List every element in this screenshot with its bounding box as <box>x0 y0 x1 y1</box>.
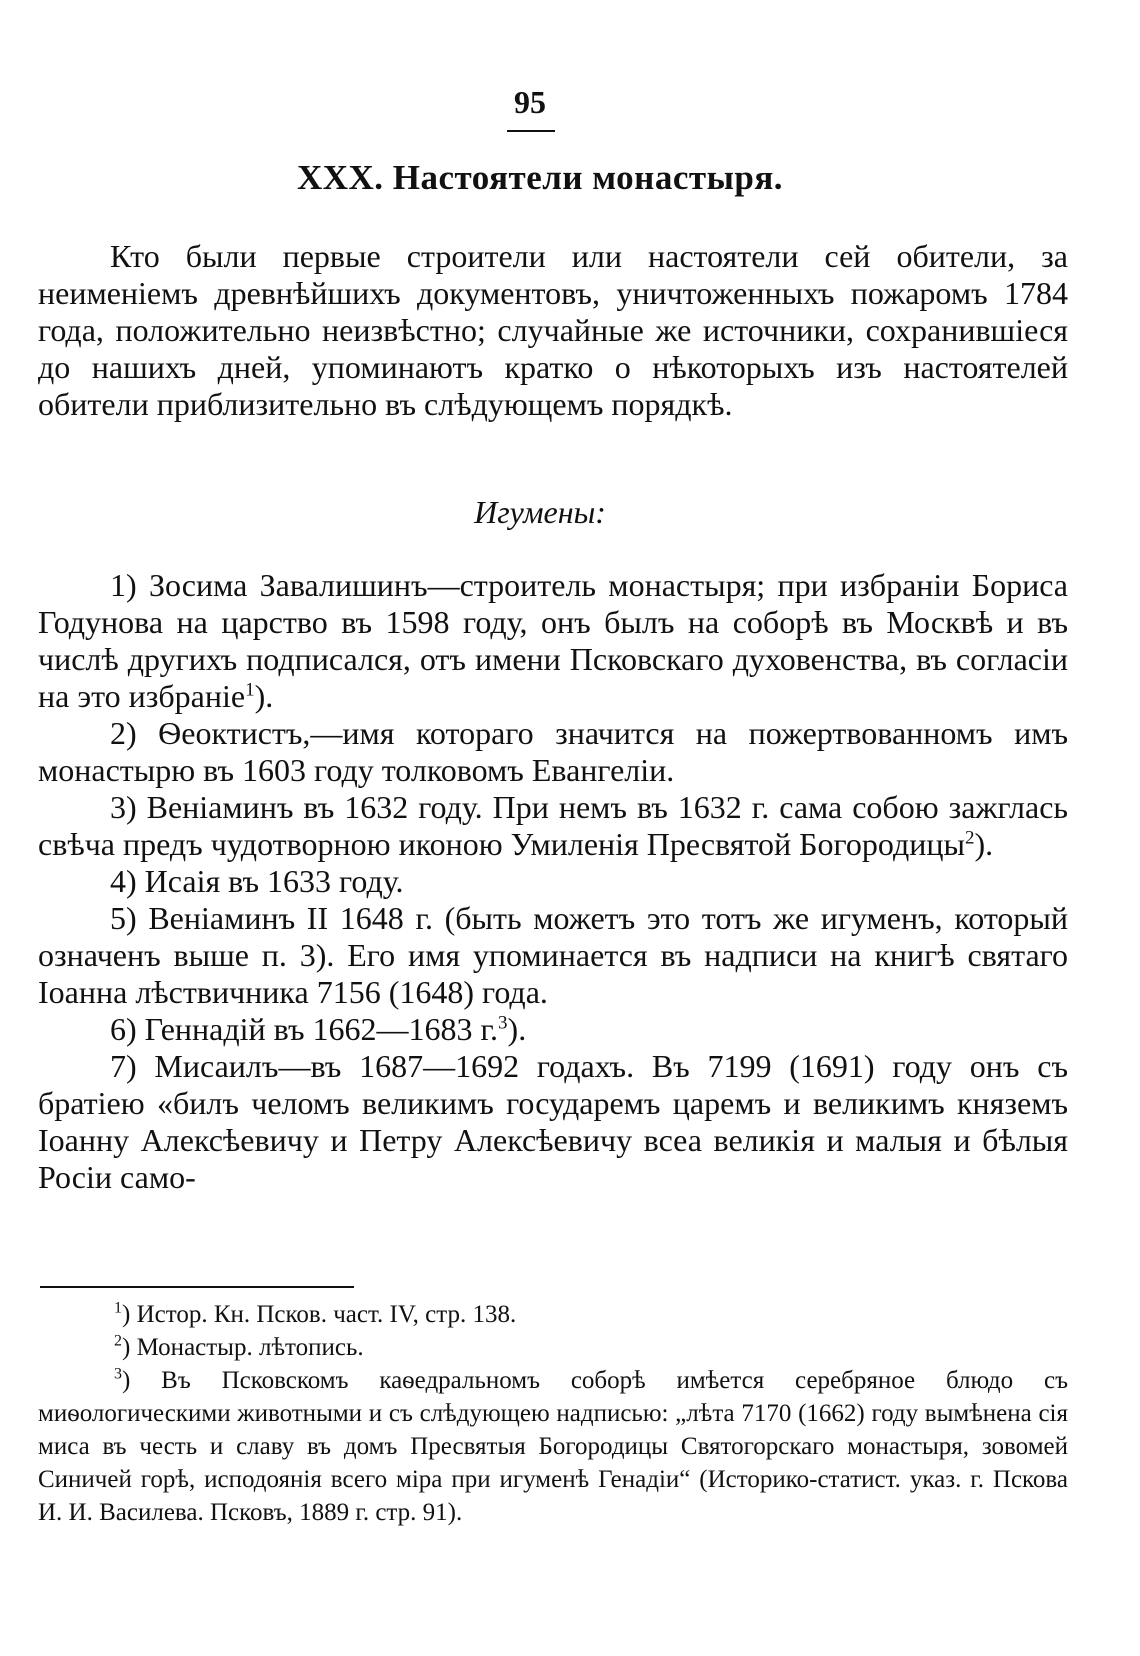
abbot-entry-5: 5) Веніаминъ II 1648 г. (быть можетъ это тотъ же игуменъ, который означенъ выше п. 3). Его имя упоминается въ надписи на книгѣ святаго Іоанна лѣствичника 7156 (1648) года. <box>38 900 1068 1010</box>
footnote-ref-3: 3 <box>498 1012 508 1034</box>
footnote-3: $^3$) Въ Псковскомъ каѳедральномъ соборѣ имѣется серебряное блюдо съ миѳологическими животными и съ слѣдующею надписью: „лѣта 7170 (1662) году вымѣнена сія миса въ честь и славу въ домъ Пресвятыя Богородицы Святогорскаго монастыря, зовомей Синичей горѣ, исподоянія всего міра при игуменѣ Генадіи“ (Историко-статист. указ. г. Пскова И. И. Василева. Псковъ, 1889 г. стр. 91). <box>38 1365 1068 1526</box>
page-number-rule <box>507 130 555 132</box>
abbot-entry-6: 6) Геннадій въ 1662—1683 г.$^3$). <box>110 1011 527 1047</box>
intro-section <box>38 238 1068 423</box>
chapter-title: XXX. Настоятели монастыря. <box>296 158 784 197</box>
footnote-ref-1: 1 <box>245 679 255 701</box>
abbot-entry-3: 3) Веніаминъ въ 1632 году. При немъ въ 1632 г. сама собою зажглась свѣча предъ чудотворною иконою Умиленія Пресвятой Богородицы$^2$). <box>38 789 1068 862</box>
footnote-ref-2: 2 <box>964 827 975 849</box>
abbot-entry-7: 7) Мисаилъ—въ 1687—1692 годахъ. Въ 7199 (1691) году онъ съ братіею «билъ челомъ великимъ государемъ царемъ и великимъ княземъ Іоанну Алексѣевичу и Петру Алексѣевичу всеа великія и малыя и бѣлыя Росіи само- <box>38 1048 1068 1195</box>
footnote-separator <box>40 1286 354 1288</box>
footnote-2: $^2$) Монастыр. лѣтопись. <box>114 1332 364 1361</box>
abbot-entry-2: 2) Ѳеоктистъ,—имя котораго значится на пожертвованномъ имъ монастырю въ 1603 году толковомъ Евангеліи. <box>38 715 1068 788</box>
footnote-1: $^1$) Истор. Кн. Псков. част. IV, стр. 138. <box>114 1299 517 1328</box>
section-heading: Игумены: <box>474 494 606 530</box>
abbot-list <box>38 567 1068 1196</box>
footnotes <box>38 1298 1068 1529</box>
abbot-entry-1: 1) Зосима Завалишинъ—строитель монастыря; при избраніи Бориса Годунова на царство въ 1598 году, онъ былъ на соборѣ въ Москвѣ и въ числѣ другихъ подписался, отъ имени Псковскаго духовенства, въ согласіи на это избраніе$^1$). <box>38 567 1068 714</box>
intro-paragraph: Кто были первые строители или настоятели сей обители, за неименіемъ древнѣйшихъ документовъ, уничтоженныхъ пожаромъ 1784 года, положительно неизвѣстно; случайные же источники, сохранившіеся до нашихъ дней, упоминаютъ кратко о нѣкоторыхъ изъ настоятелей обители приблизительно въ слѣдующемъ порядкѣ. <box>38 238 1068 422</box>
page-number: 95 <box>514 84 546 120</box>
abbot-entry-4: 4) Исаія въ 1633 году. <box>110 863 404 899</box>
